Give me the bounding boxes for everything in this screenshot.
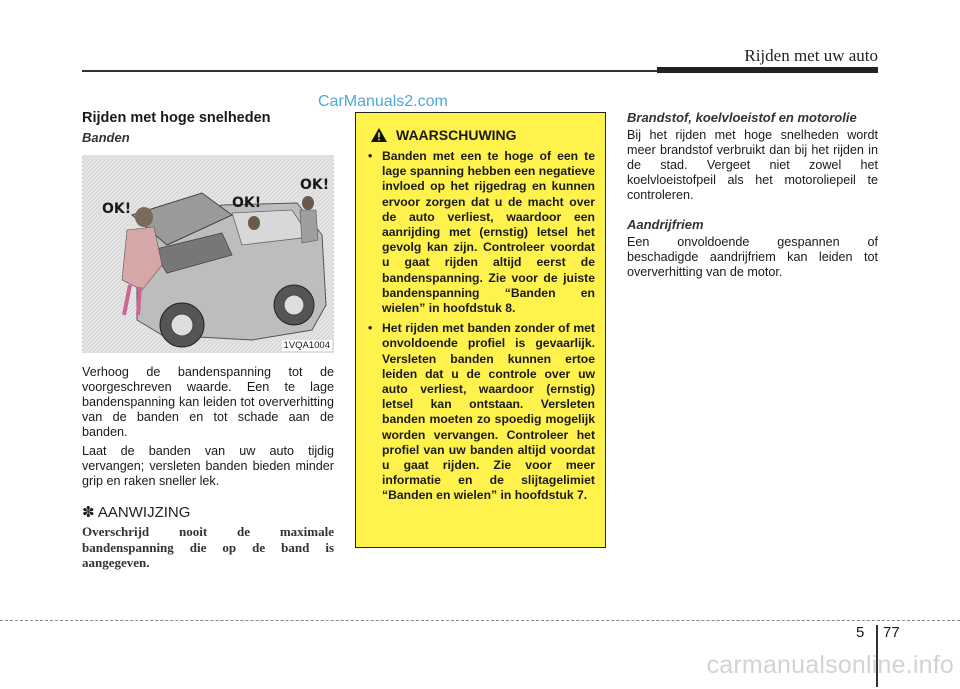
header-rule-accent <box>657 67 878 73</box>
chapter-number: 5 <box>856 624 865 641</box>
warning-header <box>370 127 605 143</box>
warning-box <box>355 112 606 548</box>
paragraph: Laat de banden van uw auto tijdig vervangen; versleten banden bieden minder grip en raken sneller lek. <box>82 444 334 488</box>
subheading-drive-belt: Aandrijfriem <box>627 217 704 232</box>
running-header: Rijden met uw auto <box>744 46 878 65</box>
figure-code: 1VQA1004 <box>283 340 330 351</box>
ok-label: OK! <box>102 201 132 217</box>
left-column <box>82 110 334 571</box>
warning-title: WAARSCHUWING <box>396 127 517 143</box>
note-text: Overschrijd nooit de maximale bandenspanning die op de band is aangegeven. <box>82 524 334 570</box>
ok-label: OK! <box>232 195 262 211</box>
car-illustration <box>82 155 334 353</box>
warning-triangle-icon <box>370 127 388 143</box>
page-number: 77 <box>883 624 900 641</box>
ok-label: OK! <box>300 177 330 193</box>
car-drawing <box>82 155 334 353</box>
paragraph: Verhoog de bandenspanning tot de voorgeschreven waarde. Een te lage bandenspanning kan leiden tot oververhitting van de banden en tot schade aan de banden. <box>82 365 334 439</box>
right-column <box>627 110 878 280</box>
warning-list <box>368 149 595 504</box>
section-heading: Rijden met hoge snelheden <box>82 110 271 126</box>
watermark-top: CarManuals2.com <box>318 93 448 110</box>
warning-item: • Banden met een te hoge of een te lage spanning hebben een negatieve invloed op het rijgedrag en kunnen ervoor zorgen dat u de macht over de auto verliest, waardoor een aanrijding met (ernstig) letsel het gevolg kan zijn. Controleer voordat u gaat rijden altijd eerst de bandenspanning. Zie voor de juiste bandenspanning “Banden en wielen” in hoofdstuk 8. <box>368 149 595 316</box>
subheading-fluids: Brandstof, koelvloeistof en motorolie <box>627 110 857 125</box>
paragraph: Bij het rijden met hoge snelheden wordt meer brandstof verbruikt dan bij het rijden in de stad. Vergeet niet zowel het koelvloeistofpeil als het motoroliepeil te controleren. <box>627 128 878 202</box>
header-rule <box>82 70 657 72</box>
footer-rule <box>0 620 960 621</box>
paragraph: Een onvoldoende gespannen of beschadigde aandrijfriem kan leiden tot oververhitting van de motor. <box>627 235 878 279</box>
subheading-banden: Banden <box>82 130 130 145</box>
note-title: ✽ AANWIJZING <box>82 504 191 521</box>
warning-item: • Het rijden met banden zonder of met onvoldoende profiel is gevaarlijk. Versleten banden kunnen ertoe leiden dat u de controle over uw auto verliest, waardoor (ernstig) letsel kan ontstaan. Versleten banden moeten zo spoedig mogelijk worden vervangen. Controleer het profiel van uw banden altijd voordat u gaat rijden. Zie voor meer informatie en de slijtagelimiet “Banden en wielen” in hoofdstuk 7. <box>368 321 595 503</box>
watermark-bottom: carmanualsonline.info <box>706 651 954 679</box>
